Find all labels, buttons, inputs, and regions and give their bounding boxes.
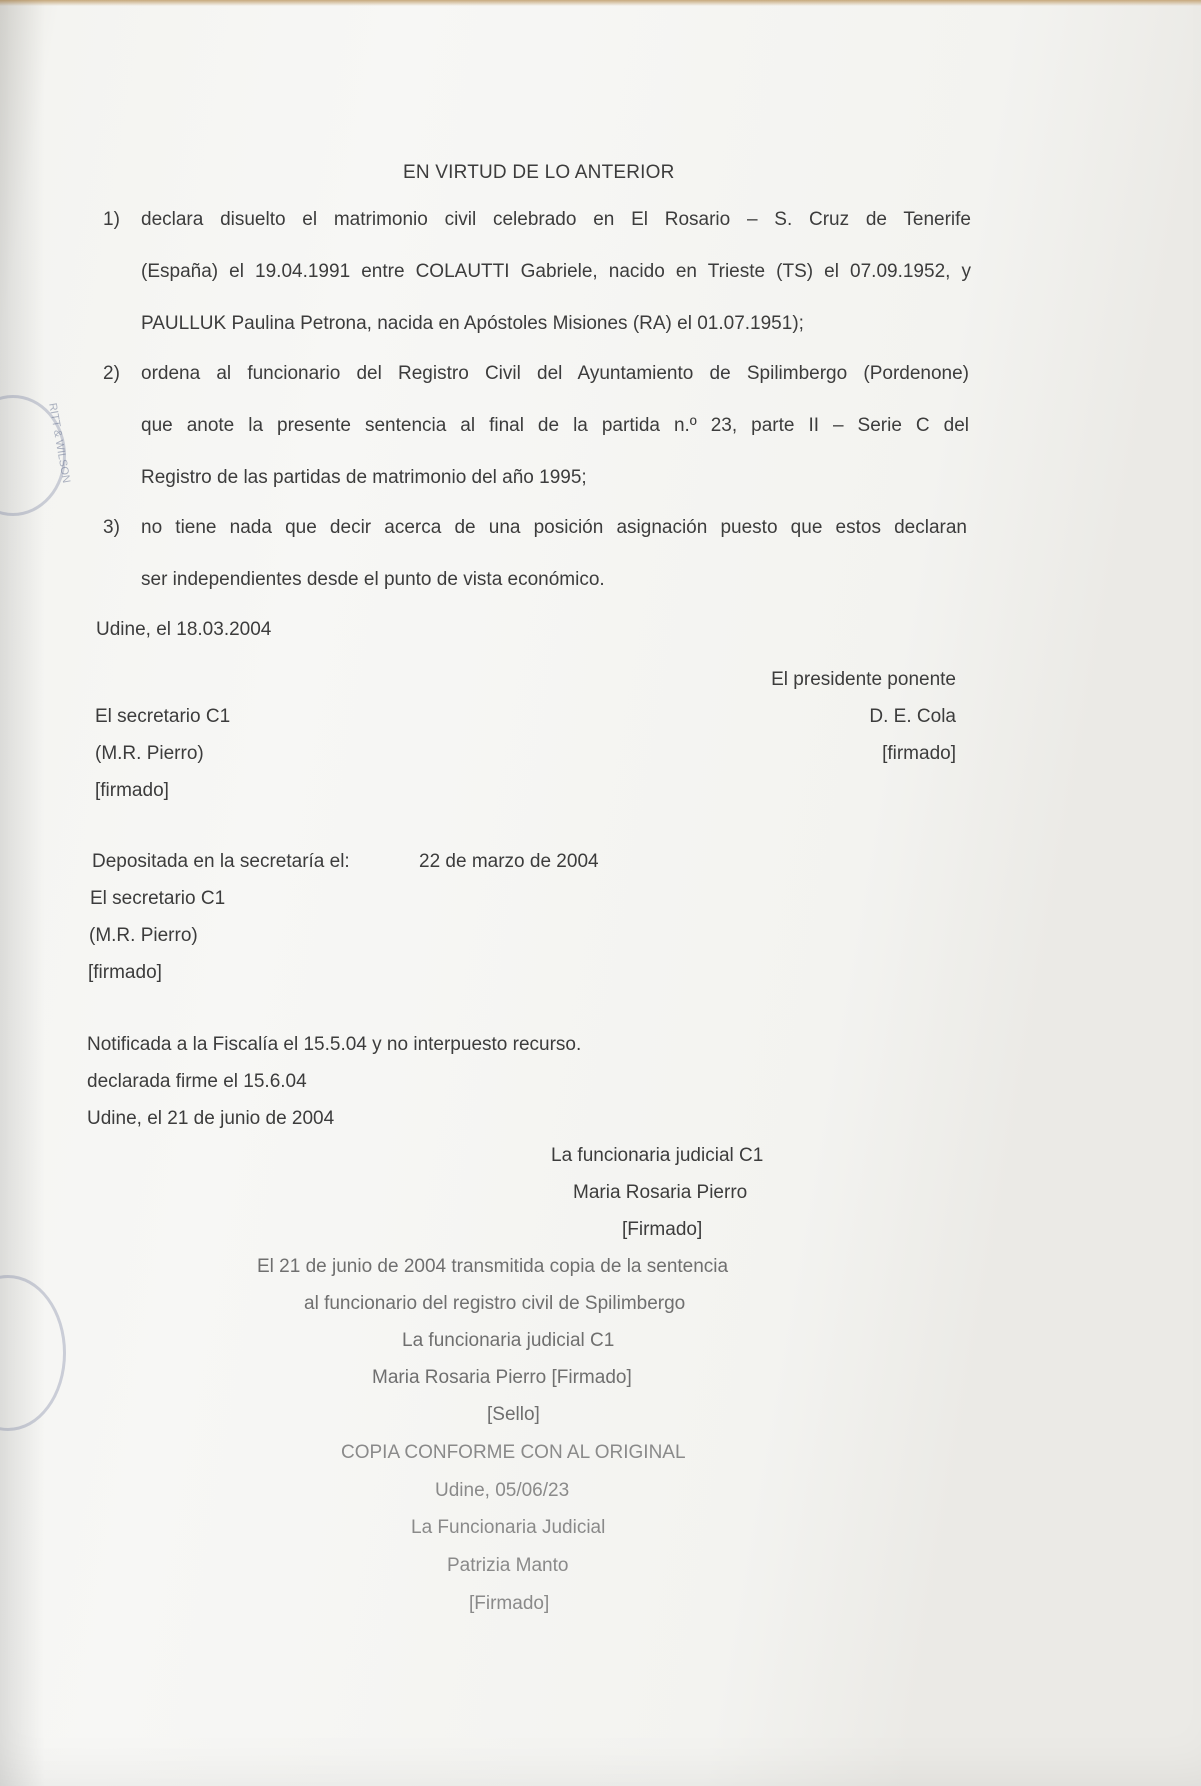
president-name: D. E. Cola bbox=[869, 706, 956, 727]
certification-date: Udine, 05/06/23 bbox=[435, 1480, 570, 1501]
transmission-name-signed: Maria Rosaria Pierro [Firmado] bbox=[372, 1367, 632, 1388]
certification-name: Patrizia Manto bbox=[447, 1555, 569, 1576]
transmission-seal: [Sello] bbox=[487, 1404, 540, 1425]
item-number: 1) bbox=[103, 209, 120, 230]
paper-top-edge bbox=[0, 0, 1201, 6]
official-name: Maria Rosaria Pierro bbox=[573, 1182, 748, 1203]
official-signed: [Firmado] bbox=[622, 1219, 703, 1240]
transmission-line-1: El 21 de junio de 2004 transmitida copia de la sentencia bbox=[257, 1256, 729, 1277]
item-number: 3) bbox=[103, 517, 120, 538]
certification-title: La Funcionaria Judicial bbox=[411, 1517, 606, 1538]
item-2-line-2: que anote la presente sentencia al final de la partida n.º 23, parte II – Serie C del bbox=[141, 415, 969, 436]
president-title: El presidente ponente bbox=[771, 669, 956, 690]
date-place: Udine, el 18.03.2004 bbox=[96, 619, 272, 640]
item-3-line-2: ser independientes desde el punto de vista económico. bbox=[141, 569, 605, 590]
item-1-line-1: declara disuelto el matrimonio civil celebrado en El Rosario – S. Cruz de Tenerife bbox=[141, 209, 971, 230]
notification-line-2: declarada firme el 15.6.04 bbox=[87, 1071, 307, 1092]
transmission-title: La funcionaria judicial C1 bbox=[402, 1330, 615, 1351]
certification-copy: COPIA CONFORME CON AL ORIGINAL bbox=[341, 1442, 686, 1463]
stamp-text-upper: RITT & WILSON bbox=[46, 402, 73, 484]
binding-shadow bbox=[0, 0, 45, 1786]
stamp-mark-lower bbox=[0, 1275, 66, 1431]
notification-line-1: Notificada a la Fiscalía el 15.5.04 y no interpuesto recurso. bbox=[87, 1034, 582, 1055]
official-title: La funcionaria judicial C1 bbox=[551, 1145, 764, 1166]
deposit-label: Depositada en la secretaría el: bbox=[92, 851, 350, 872]
item-1-line-3: PAULLUK Paulina Petrona, nacida en Apóstoles Misiones (RA) el 01.07.1951); bbox=[141, 313, 804, 334]
deposit-secretary-title: El secretario C1 bbox=[90, 888, 226, 909]
item-2-line-1: ordena al funcionario del Registro Civil del Ayuntamiento de Spilimbergo (Pordenone) bbox=[141, 363, 969, 384]
item-number: 2) bbox=[103, 363, 120, 384]
transmission-line-2: al funcionario del registro civil de Spilimbergo bbox=[304, 1293, 686, 1314]
notification-line-3: Udine, el 21 de junio de 2004 bbox=[87, 1108, 335, 1129]
item-3-line-1: no tiene nada que decir acerca de una posición asignación puesto que estos declaran bbox=[141, 517, 967, 538]
secretary-title: El secretario C1 bbox=[95, 706, 231, 727]
certification-signed: [Firmado] bbox=[469, 1593, 550, 1614]
secretary-name: (M.R. Pierro) bbox=[95, 743, 204, 764]
section-heading: EN VIRTUD DE LO ANTERIOR bbox=[403, 162, 675, 183]
item-2-line-3: Registro de las partidas de matrimonio del año 1995; bbox=[141, 467, 587, 488]
deposit-date: 22 de marzo de 2004 bbox=[419, 851, 599, 872]
deposit-secretary-signed: [firmado] bbox=[88, 962, 162, 983]
secretary-signed: [firmado] bbox=[95, 780, 169, 801]
president-signed: [firmado] bbox=[882, 743, 956, 764]
item-1-line-2: (España) el 19.04.1991 entre COLAUTTI Gabriele, nacido en Trieste (TS) el 07.09.1952, y bbox=[141, 261, 971, 282]
deposit-secretary-name: (M.R. Pierro) bbox=[89, 925, 198, 946]
